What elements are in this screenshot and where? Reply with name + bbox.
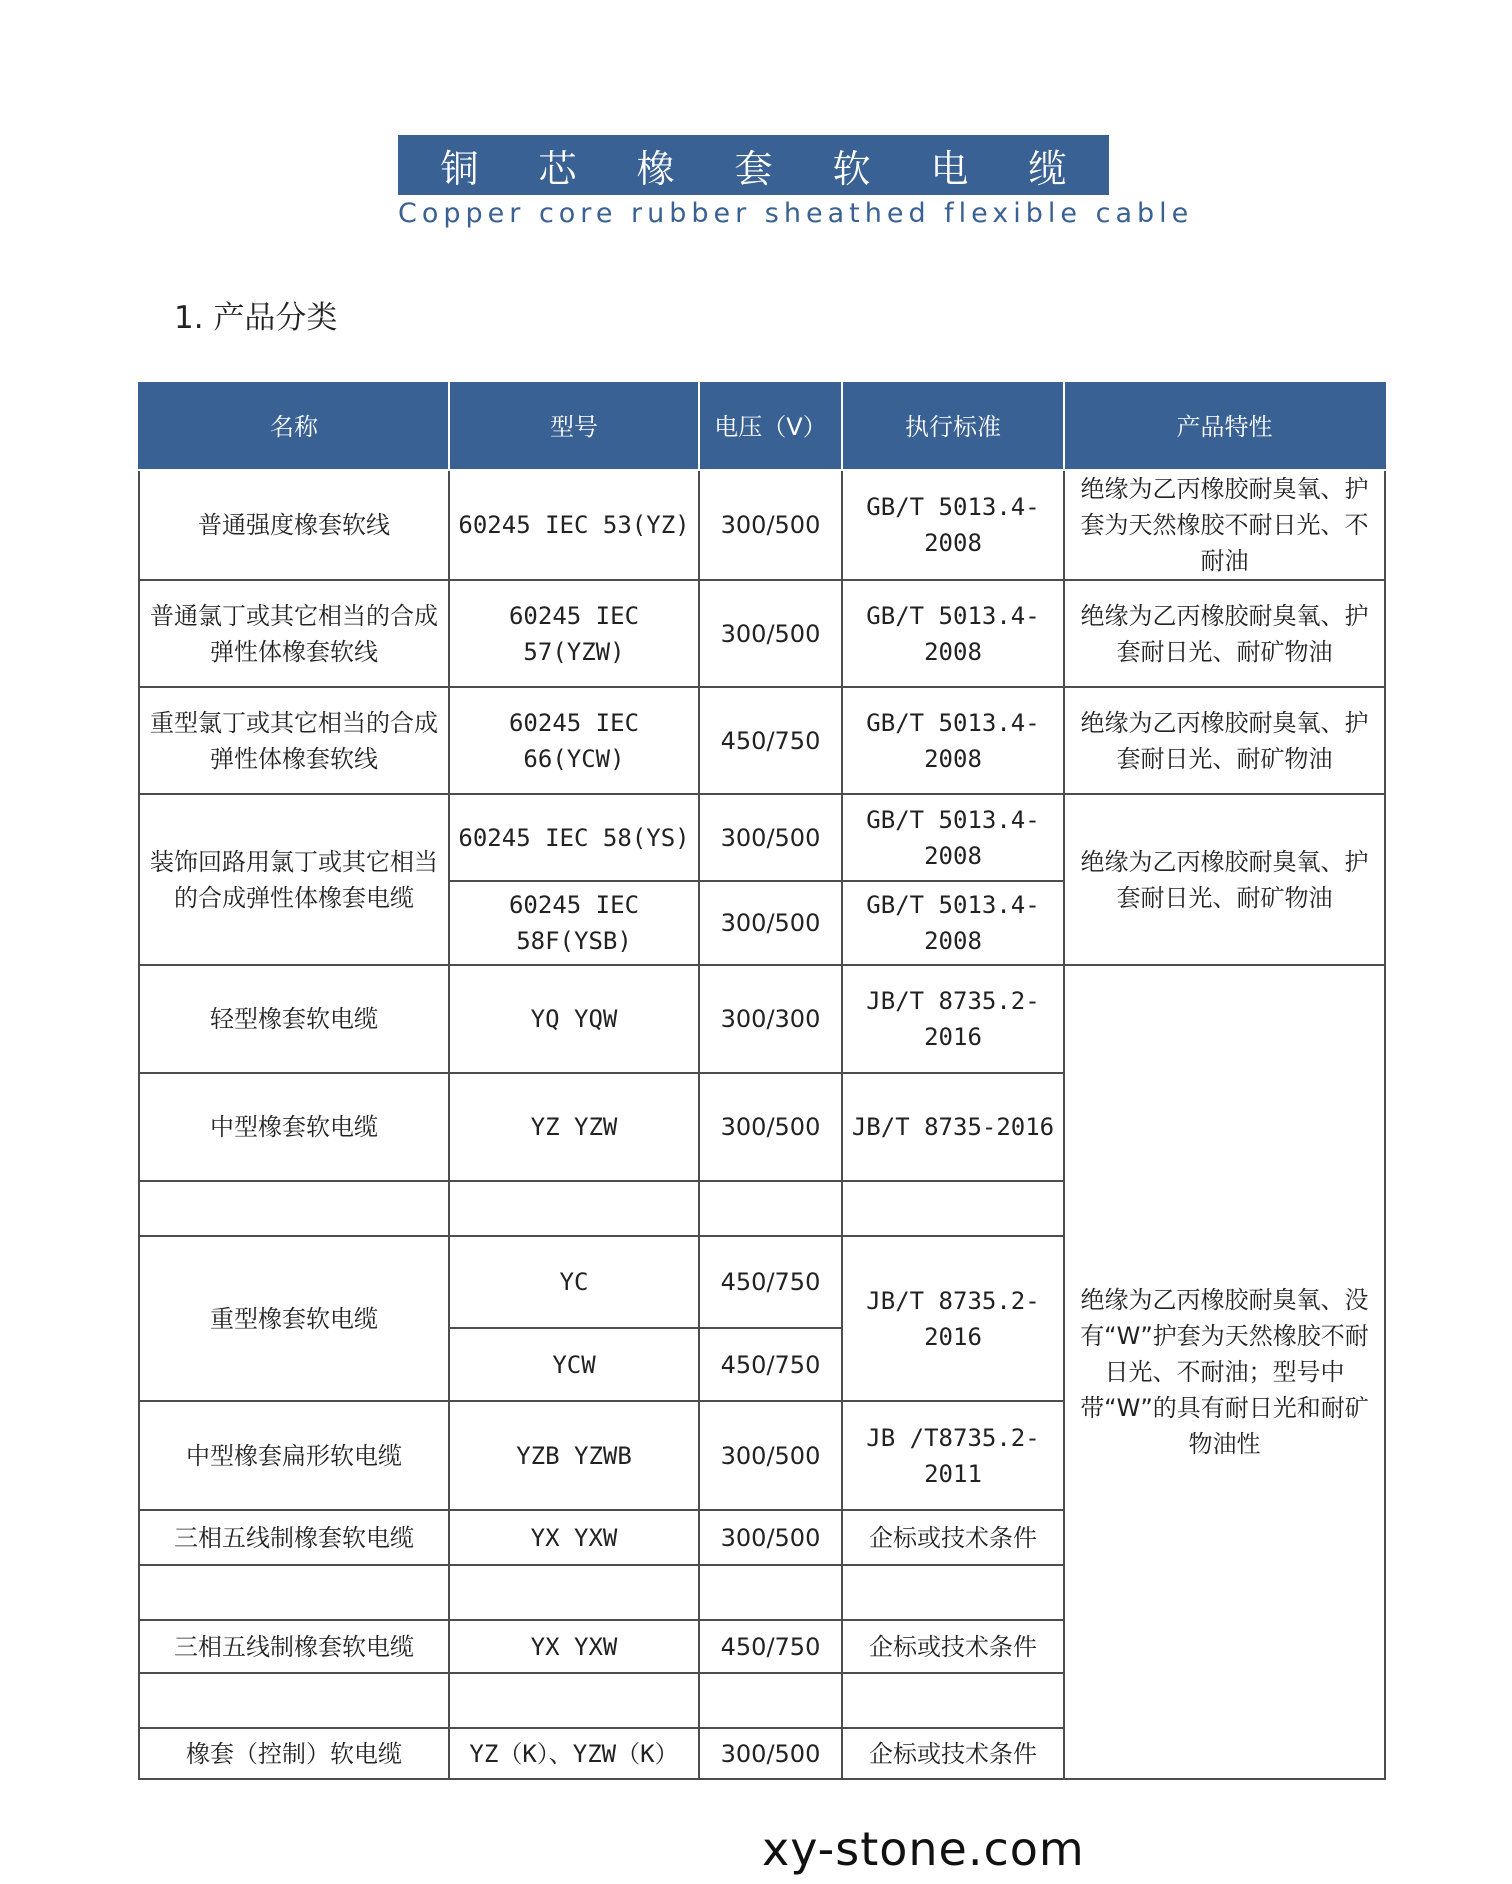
cell-standard: JB/T 8735-2016 bbox=[842, 1073, 1064, 1181]
cell-model: YZB YZWB bbox=[449, 1401, 699, 1510]
cell-voltage: 300/500 bbox=[699, 470, 842, 580]
header-name: 名称 bbox=[139, 383, 449, 470]
cell-voltage: 300/500 bbox=[699, 1073, 842, 1181]
empty-cell bbox=[699, 1673, 842, 1728]
cell-voltage: 300/500 bbox=[699, 881, 842, 965]
cell-standard: 企标或技术条件 bbox=[842, 1510, 1064, 1565]
table-row bbox=[139, 794, 1385, 881]
cell-feature: 绝缘为乙丙橡胶耐臭氧、护套为天然橡胶不耐日光、不耐油 bbox=[1064, 470, 1385, 580]
cell-model: 60245 IEC 58(YS) bbox=[449, 794, 699, 881]
title-en: Copper core rubber sheathed flexible cable bbox=[398, 198, 1194, 229]
empty-cell bbox=[139, 1565, 449, 1620]
cell-standard: JB/T 8735.2-2016 bbox=[842, 1236, 1064, 1401]
cell-feature: 绝缘为乙丙橡胶耐臭氧、护套耐日光、耐矿物油 bbox=[1064, 580, 1385, 687]
cell-feature: 绝缘为乙丙橡胶耐臭氧、没有“W”护套为天然橡胶不耐日光、不耐油；型号中带“W”的具有耐日光和耐矿物油性 bbox=[1064, 965, 1385, 1779]
cell-model: 60245 IEC 53(YZ) bbox=[449, 470, 699, 580]
cell-voltage: 450/750 bbox=[699, 1620, 842, 1673]
empty-cell bbox=[139, 1181, 449, 1236]
empty-cell bbox=[842, 1181, 1064, 1236]
empty-cell bbox=[139, 1673, 449, 1728]
cell-standard: JB /T8735.2-2011 bbox=[842, 1401, 1064, 1510]
title-cn: 铜芯橡套软电缆 bbox=[440, 146, 1127, 191]
cell-standard: GB/T 5013.4-2008 bbox=[842, 794, 1064, 881]
section-heading: 1. 产品分类 bbox=[174, 300, 338, 336]
empty-cell bbox=[699, 1565, 842, 1620]
cell-model: YX YXW bbox=[449, 1620, 699, 1673]
cell-voltage: 450/750 bbox=[699, 1236, 842, 1328]
cell-name: 重型橡套软电缆 bbox=[139, 1236, 449, 1401]
cell-model: 60245 IEC 57(YZW) bbox=[449, 580, 699, 687]
table-row bbox=[139, 470, 1385, 580]
cell-voltage: 300/500 bbox=[699, 794, 842, 881]
cell-standard: JB/T 8735.2-2016 bbox=[842, 965, 1064, 1073]
cell-name: 中型橡套扁形软电缆 bbox=[139, 1401, 449, 1510]
cell-feature: 绝缘为乙丙橡胶耐臭氧、护套耐日光、耐矿物油 bbox=[1064, 687, 1385, 794]
cell-model: YZ YZW bbox=[449, 1073, 699, 1181]
cell-standard: GB/T 5013.4-2008 bbox=[842, 580, 1064, 687]
empty-cell bbox=[699, 1181, 842, 1236]
cell-model: 60245 IEC 58F(YSB) bbox=[449, 881, 699, 965]
cell-voltage: 450/750 bbox=[699, 1328, 842, 1401]
cell-voltage: 300/300 bbox=[699, 965, 842, 1073]
cell-model: YX YXW bbox=[449, 1510, 699, 1565]
cell-name: 三相五线制橡套软电缆 bbox=[139, 1620, 449, 1673]
table-row bbox=[139, 687, 1385, 794]
cell-voltage: 300/500 bbox=[699, 1401, 842, 1510]
cell-name: 三相五线制橡套软电缆 bbox=[139, 1510, 449, 1565]
cell-standard: GB/T 5013.4-2008 bbox=[842, 881, 1064, 965]
header-voltage: 电压（V） bbox=[699, 383, 842, 470]
header-model: 型号 bbox=[449, 383, 699, 470]
cell-model: YQ YQW bbox=[449, 965, 699, 1073]
product-table bbox=[138, 382, 1386, 1780]
header-feature: 产品特性 bbox=[1064, 383, 1385, 470]
cell-standard: GB/T 5013.4-2008 bbox=[842, 687, 1064, 794]
cell-standard: 企标或技术条件 bbox=[842, 1620, 1064, 1673]
cell-name: 重型氯丁或其它相当的合成弹性体橡套软线 bbox=[139, 687, 449, 794]
cell-name: 装饰回路用氯丁或其它相当的合成弹性体橡套电缆 bbox=[139, 794, 449, 965]
cell-name: 普通强度橡套软线 bbox=[139, 470, 449, 580]
empty-cell bbox=[449, 1181, 699, 1236]
cell-name: 轻型橡套软电缆 bbox=[139, 965, 449, 1073]
empty-cell bbox=[449, 1565, 699, 1620]
cell-voltage: 300/500 bbox=[699, 1510, 842, 1565]
table-row bbox=[139, 580, 1385, 687]
cell-voltage: 300/500 bbox=[699, 580, 842, 687]
cell-voltage: 300/500 bbox=[699, 1728, 842, 1779]
empty-cell bbox=[449, 1673, 699, 1728]
table-row bbox=[139, 965, 1385, 1073]
cell-voltage: 450/750 bbox=[699, 687, 842, 794]
cell-model: 60245 IEC 66(YCW) bbox=[449, 687, 699, 794]
cell-name: 橡套（控制）软电缆 bbox=[139, 1728, 449, 1779]
cell-model: YCW bbox=[449, 1328, 699, 1401]
table-header-row bbox=[139, 383, 1385, 470]
title-banner bbox=[398, 135, 1127, 195]
cell-feature: 绝缘为乙丙橡胶耐臭氧、护套耐日光、耐矿物油 bbox=[1064, 794, 1385, 965]
cell-name: 普通氯丁或其它相当的合成弹性体橡套软线 bbox=[139, 580, 449, 687]
cell-standard: GB/T 5013.4-2008 bbox=[842, 470, 1064, 580]
cell-model: YZ（K）、YZW（K） bbox=[449, 1728, 699, 1779]
header-standard: 执行标准 bbox=[842, 383, 1064, 470]
empty-cell bbox=[842, 1673, 1064, 1728]
cell-model: YC bbox=[449, 1236, 699, 1328]
footer-url: xy-stone.com bbox=[762, 1822, 1085, 1876]
empty-cell bbox=[842, 1565, 1064, 1620]
cell-name: 中型橡套软电缆 bbox=[139, 1073, 449, 1181]
cell-standard: 企标或技术条件 bbox=[842, 1728, 1064, 1779]
